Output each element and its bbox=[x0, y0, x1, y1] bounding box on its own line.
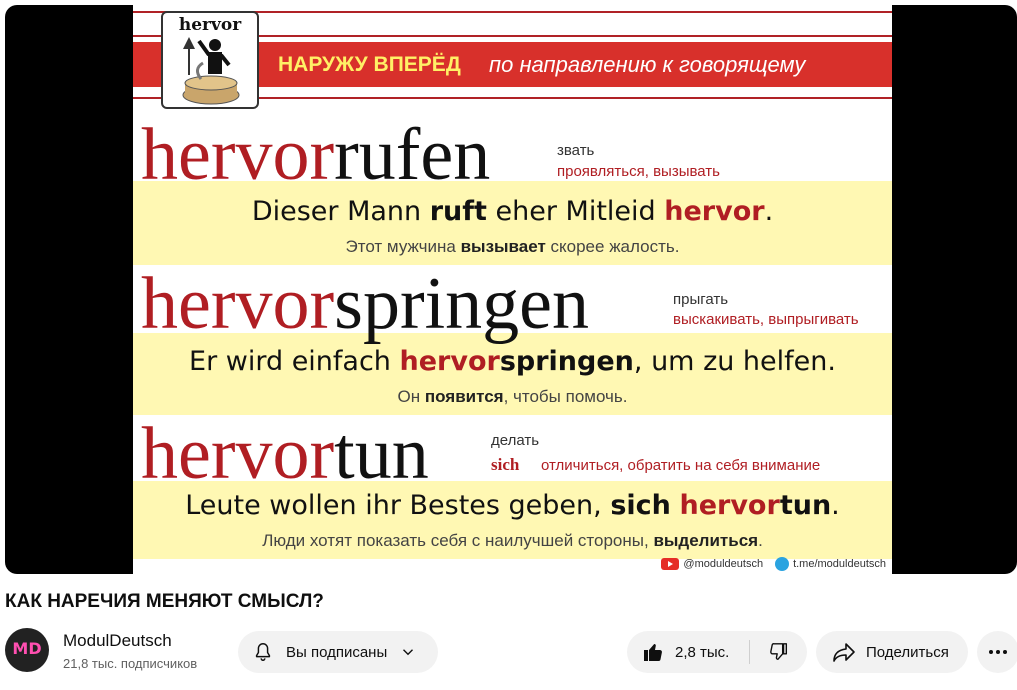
more-actions-button[interactable] bbox=[977, 631, 1017, 673]
thumbs-up-icon bbox=[641, 640, 665, 664]
verb-heading-3 bbox=[141, 413, 429, 495]
hervor-logo bbox=[161, 11, 259, 109]
subscribed-label: Вы подписаны bbox=[286, 643, 388, 661]
gloss-base-3: делать bbox=[491, 432, 540, 449]
footer-telegram-link: t.me/moduldeutsch bbox=[793, 558, 886, 570]
verb-stem: tun bbox=[334, 413, 429, 495]
bell-icon bbox=[252, 641, 274, 663]
share-arrow-icon bbox=[832, 641, 856, 663]
video-title: КАК НАРЕЧИЯ МЕНЯЮТ СМЫСЛ? bbox=[5, 591, 324, 612]
logo-word: hervor bbox=[178, 15, 242, 35]
de-bold: sich bbox=[610, 490, 671, 521]
german-example-2 bbox=[133, 346, 892, 377]
de-text: Dieser Mann bbox=[251, 196, 430, 227]
ru-text: Люди хотят показать себя с наилучшей стороны, bbox=[262, 531, 654, 550]
like-dislike-group bbox=[627, 631, 807, 673]
ru-text: , чтобы помочь. bbox=[503, 387, 628, 406]
verb-heading-2 bbox=[141, 263, 589, 345]
german-example-1 bbox=[133, 196, 892, 227]
channel-avatar[interactable] bbox=[5, 628, 49, 672]
video-frame-slide bbox=[133, 5, 892, 574]
subscriber-count: 21,8 тыс. подписчиков bbox=[63, 656, 198, 671]
ru-bold: появится bbox=[424, 387, 504, 406]
ru-text: скорее жалость. bbox=[545, 237, 680, 256]
dislike-button[interactable] bbox=[750, 631, 807, 673]
video-player[interactable] bbox=[5, 5, 1017, 574]
gloss-prefixed-1: проявляться, вызывать bbox=[557, 163, 720, 180]
subscribed-button[interactable] bbox=[238, 631, 438, 673]
german-example-3 bbox=[133, 490, 892, 521]
like-button[interactable] bbox=[627, 631, 749, 673]
de-bold: springen bbox=[499, 346, 634, 377]
chevron-down-icon bbox=[399, 643, 417, 661]
de-text: . bbox=[831, 490, 840, 521]
de-text: . bbox=[764, 196, 774, 227]
avatar-logo-text: MD bbox=[12, 639, 42, 658]
banner-title: НАРУЖУ ВПЕРЁД bbox=[278, 53, 461, 76]
gloss-prefixed-3: отличиться, обратить на себя внимание bbox=[541, 457, 821, 474]
ru-text: . bbox=[758, 531, 763, 550]
gloss-base-1: звать bbox=[557, 142, 595, 159]
gloss-reflexive-3: sich bbox=[491, 455, 520, 474]
verb-heading-1 bbox=[141, 114, 491, 196]
verb-prefix: hervor bbox=[141, 413, 335, 495]
de-bold: tun bbox=[779, 490, 832, 521]
de-text: Er wird einfach bbox=[189, 346, 400, 377]
de-prefix: hervor bbox=[679, 490, 780, 521]
verb-prefix: hervor bbox=[141, 114, 335, 196]
verb-prefix: hervor bbox=[141, 263, 335, 345]
verb-stem: springen bbox=[334, 263, 589, 345]
channel-name[interactable]: ModulDeutsch bbox=[63, 631, 172, 650]
de-prefix: hervor bbox=[399, 346, 500, 377]
de-bold: ruft bbox=[429, 196, 487, 227]
ru-text: Он bbox=[397, 387, 425, 406]
de-prefix: hervor bbox=[664, 196, 765, 227]
ru-bold: выделиться bbox=[653, 531, 759, 550]
like-count: 2,8 тыс. bbox=[675, 643, 730, 661]
youtube-logo-icon bbox=[661, 558, 679, 570]
share-label: Поделиться bbox=[866, 643, 949, 661]
banner-subtitle: по направлению к говорящему bbox=[489, 52, 806, 77]
footer-youtube-handle: @moduldeutsch bbox=[683, 558, 764, 570]
gloss-base-2: прыгать bbox=[673, 291, 729, 308]
jumping-figure-icon bbox=[163, 35, 257, 107]
de-text: Leute wollen ihr Bestes geben, bbox=[185, 490, 611, 521]
thumbs-down-icon bbox=[768, 641, 790, 663]
de-text: eher Mitleid bbox=[486, 196, 665, 227]
share-button[interactable] bbox=[816, 631, 968, 673]
ru-bold: вызывает bbox=[460, 237, 546, 256]
russian-translation-3 bbox=[133, 531, 892, 551]
russian-translation-1 bbox=[133, 237, 892, 257]
gloss-prefixed-2: выскакивать, выпрыгивать bbox=[673, 311, 859, 328]
verb-stem: rufen bbox=[334, 114, 491, 196]
ru-text: Этот мужчина bbox=[345, 237, 461, 256]
more-horizontal-icon bbox=[988, 649, 1008, 655]
slide-footer bbox=[661, 557, 886, 571]
telegram-logo-icon bbox=[775, 557, 789, 571]
de-text: , um zu helfen. bbox=[633, 346, 836, 377]
russian-translation-2 bbox=[133, 387, 892, 407]
